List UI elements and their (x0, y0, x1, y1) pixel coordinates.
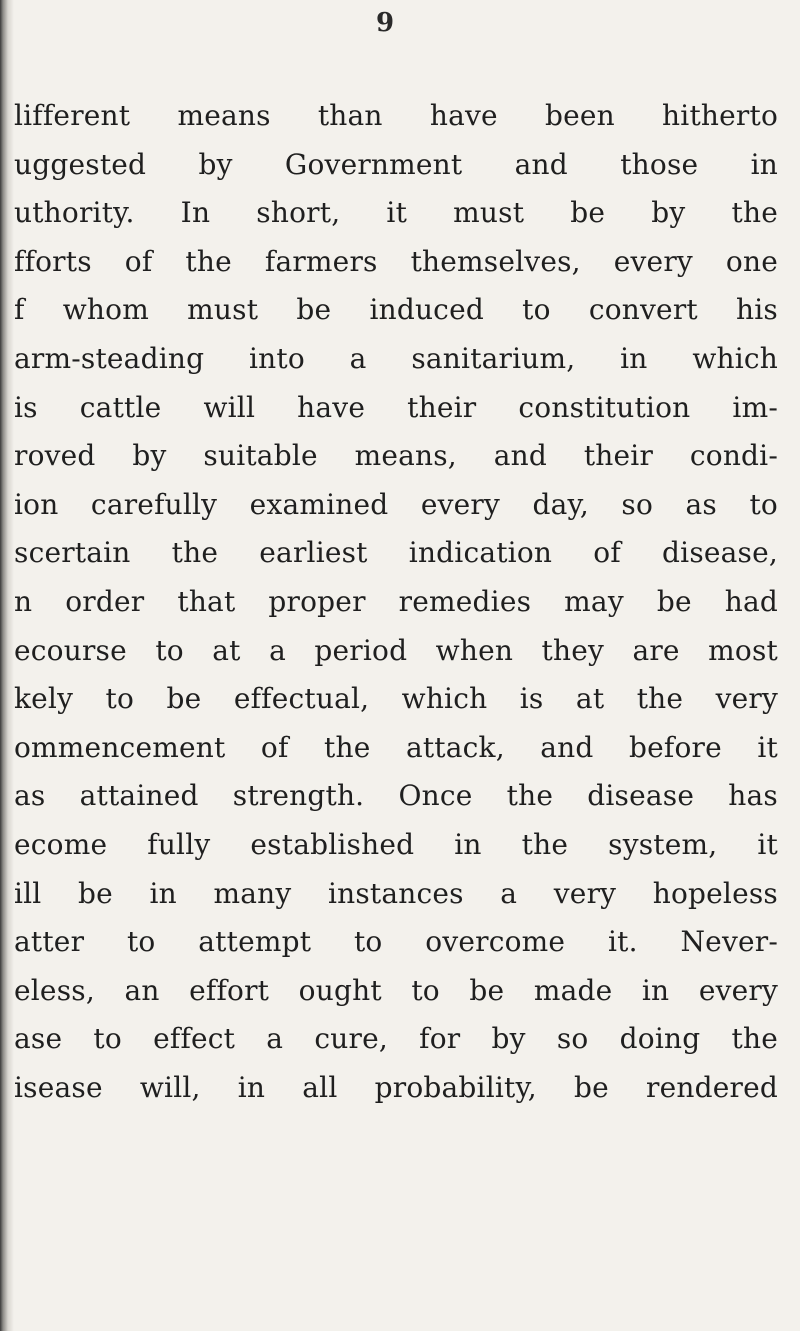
text-line: f whom must be induced to convert his (14, 293, 778, 327)
text-line: as attained strength. Once the disease has (14, 779, 778, 813)
text-line: scertain the earliest indication of disease, (14, 536, 778, 570)
page-number: 9 (375, 8, 395, 38)
text-line: uthority. In short, it must be by the (14, 196, 778, 230)
text-line: ecourse to at a period when they are most (14, 633, 778, 667)
text-line: fforts of the farmers themselves, every one (14, 244, 778, 278)
text-line: uggested by Government and those in (14, 147, 778, 181)
text-line: ommencement of the attack, and before it (14, 730, 778, 764)
text-line: eless, an effort ought to be made in every (14, 973, 778, 1007)
text-line: n order that proper remedies may be had (14, 584, 778, 618)
text-line: isease will, in all probability, be rendered (14, 1070, 778, 1104)
text-line: lifferent means than have been hitherto (14, 99, 778, 132)
text-line: ion carefully examined every day, so as to (14, 487, 778, 521)
text-line: kely to be effectual, which is at the very (14, 682, 778, 716)
text-line: is cattle will have their constitution im- (14, 390, 778, 424)
text-line: ecome fully established in the system, it (14, 827, 778, 861)
text-line: arm-steading into a sanitarium, in which (14, 341, 778, 375)
text-line: ase to effect a cure, for by so doing the (14, 1022, 778, 1056)
text-line: ill be in many instances a very hopeless (14, 876, 778, 910)
text-line: atter to attempt to overcome it. Never- (14, 925, 778, 959)
body-text (0, 92, 780, 1112)
text-line: roved by suitable means, and their condi- (14, 439, 778, 473)
